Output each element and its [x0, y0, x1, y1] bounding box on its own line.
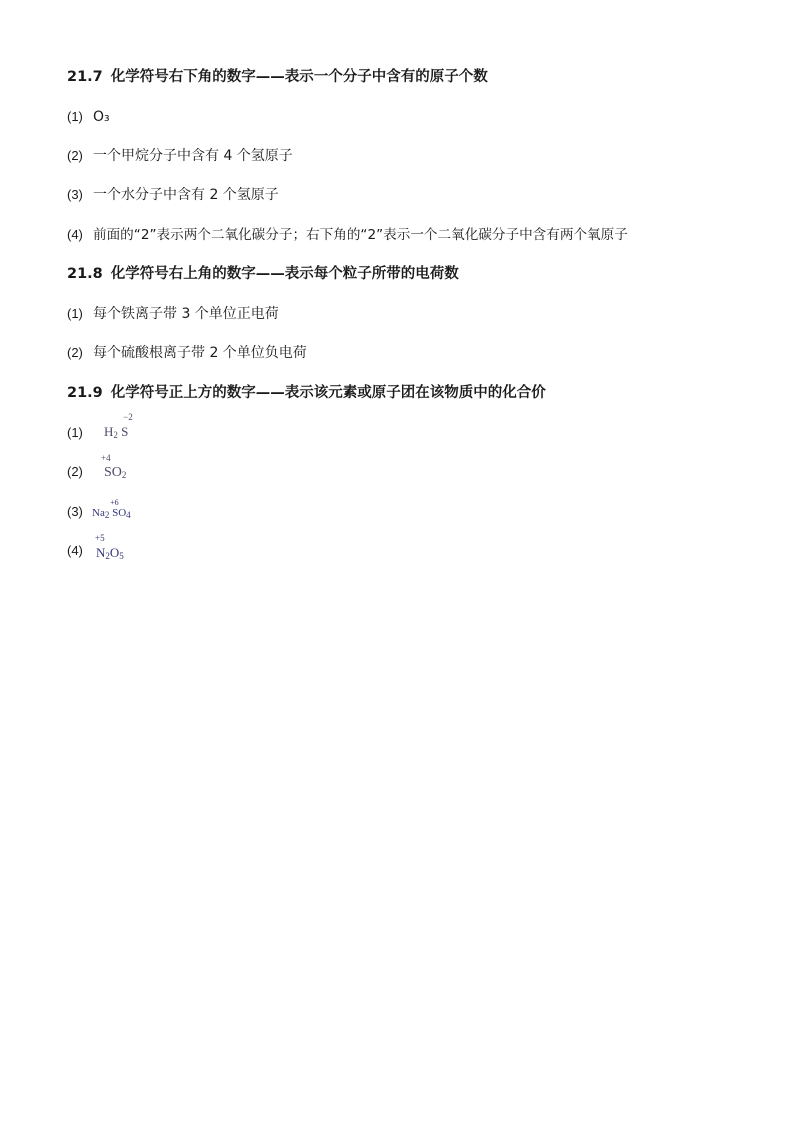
- section-number: 21.7: [67, 69, 103, 85]
- section-21-7-heading: [67, 68, 488, 86]
- element-symbol: −2 S: [121, 412, 133, 439]
- item-index: (2): [67, 148, 83, 163]
- item-index: (2): [67, 345, 83, 360]
- list-item: [67, 147, 293, 165]
- formula-h2s: $H_2$ −2 S: [104, 412, 133, 440]
- valence-label: −2: [123, 412, 133, 422]
- item-text: 每个铁离子带 3 个单位正电荷: [93, 306, 279, 322]
- formula-so2: +4 $SO_2$: [101, 453, 127, 480]
- section-number: 21.8: [67, 266, 103, 282]
- item-index: (1): [67, 306, 83, 321]
- list-item: [67, 344, 307, 362]
- item-text: 每个硫酸根离子带 2 个单位负电荷: [93, 345, 307, 361]
- element-symbol: +4 S: [101, 453, 112, 480]
- section-title: 化学符号右上角的数字——表示每个粒子所带的电荷数: [110, 266, 459, 282]
- item-index: (4): [67, 227, 83, 242]
- item-index: (1): [67, 109, 83, 124]
- formula-n2o5: +5 $N_2O_5$: [95, 533, 124, 561]
- valence-label: +5: [95, 533, 105, 543]
- item-index: (3): [67, 504, 83, 519]
- section-21-9-heading: [67, 384, 546, 402]
- section-number: 21.9: [67, 385, 103, 401]
- item-text: O₃: [93, 109, 110, 125]
- item-text: 一个甲烷分子中含有 4 个氢原子: [93, 148, 293, 164]
- section-title: 化学符号右下角的数字——表示一个分子中含有的原子个数: [110, 69, 488, 85]
- list-item: [67, 226, 628, 244]
- element-symbol: +6 S: [110, 498, 119, 519]
- item-index: (1): [67, 425, 83, 440]
- item-index: (4): [67, 543, 83, 558]
- item-text: 前面的“2”表示两个二氧化碳分子；右下角的“2”表示一个二氧化碳分子中含有两个氧原子: [93, 227, 628, 243]
- element-symbol: +5 N: [95, 533, 106, 560]
- list-item: [67, 424, 93, 442]
- valence-label: +4: [101, 453, 111, 463]
- valence-label: +6: [110, 498, 119, 507]
- item-index: (3): [67, 187, 83, 202]
- list-item: [67, 108, 110, 126]
- list-item: [67, 186, 279, 204]
- list-item: [67, 463, 93, 481]
- item-text: 一个水分子中含有 2 个氢原子: [93, 187, 279, 203]
- section-21-8-heading: [67, 265, 459, 283]
- section-title: 化学符号正上方的数字——表示该元素或原子团在该物质中的化合价: [110, 385, 546, 401]
- item-index: (2): [67, 464, 83, 479]
- formula-na2so4: $Na_2$ +6 $SO_4$: [92, 498, 131, 520]
- list-item: [67, 542, 93, 560]
- list-item: [67, 503, 93, 521]
- list-item: [67, 305, 279, 323]
